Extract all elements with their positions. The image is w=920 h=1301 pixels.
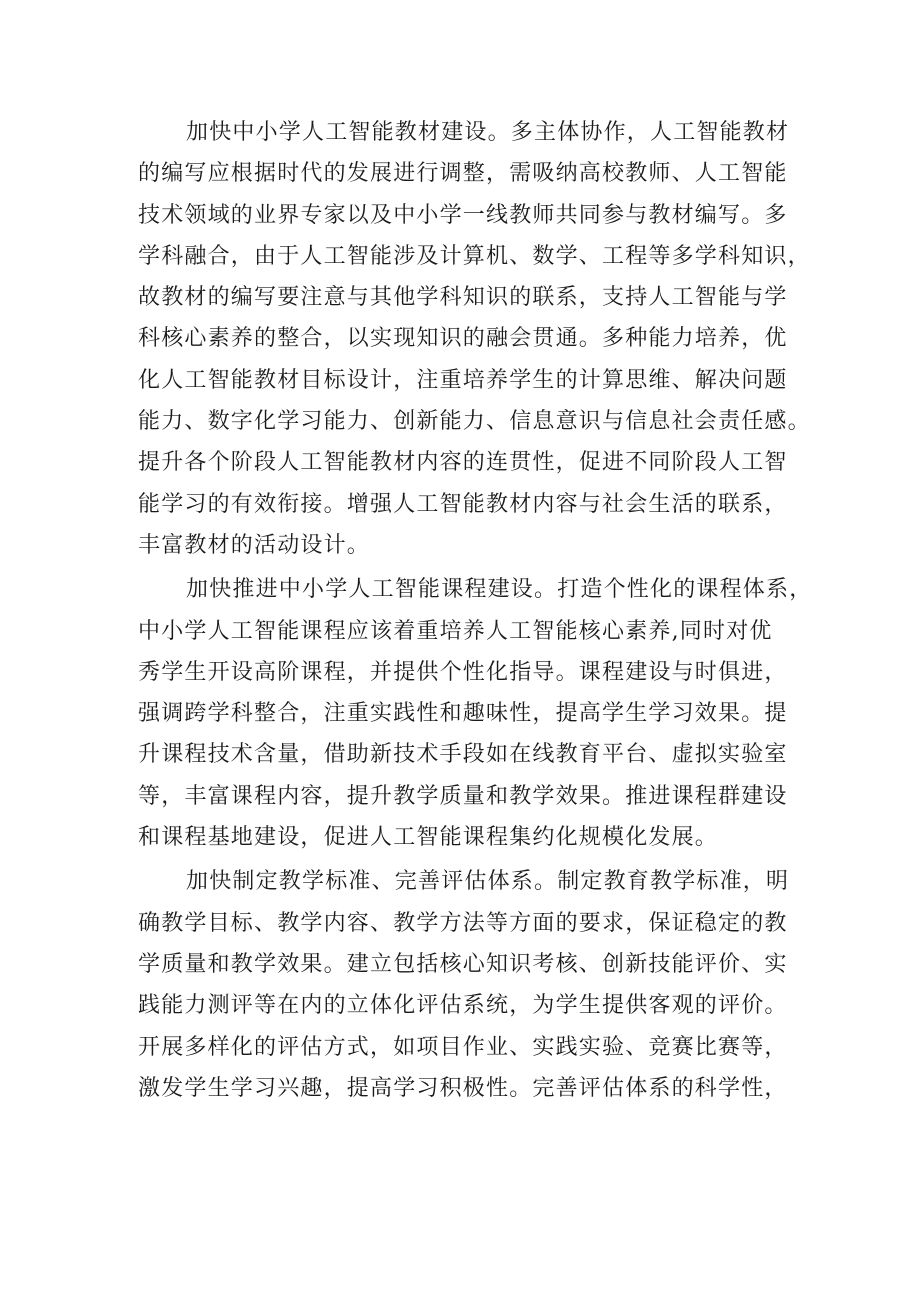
text-line: 能学习的有效衔接。增强人工智能教材内容与社会生活的联系， [138, 491, 788, 517]
text-line: 科核心素养的整合，以实现知识的融会贯通。多种能力培养，优 [138, 326, 788, 352]
text-line: 化人工智能教材目标设计，注重培养学生的计算思维、解决问题 [138, 367, 788, 393]
text-line: 确教学目标、教学内容、教学方法等方面的要求，保证稳定的教 [138, 910, 788, 936]
text-line: 加快中小学人工智能教材建设。多主体协作，人工智能教材 [186, 120, 790, 145]
text-line: 中小学人工智能课程应该着重培养人工智能核心素养,同时对优 [138, 618, 773, 644]
text-line: 的编写应根据时代的发展进行调整，需吸纳高校教师、人工智能 [138, 161, 788, 187]
text-line: 秀学生开设高阶课程，并提供个性化指导。课程建设与时俱进， [138, 659, 788, 685]
paragraph-curriculum [138, 569, 813, 858]
document-body [138, 112, 813, 1109]
paragraph-textbook [138, 112, 811, 566]
text-line: 故教材的编写要注意与其他学科知识的联系，支持人工智能与学 [138, 285, 788, 311]
text-line: 学科融合，由于人工智能涉及计算机、数学、工程等多学科知识， [138, 243, 811, 269]
text-line: 学质量和教学效果。建立包括核心知识考核、创新技能评价、实 [138, 951, 788, 977]
text-line: 践能力测评等在内的立体化评估系统，为学生提供客观的评价。 [138, 993, 788, 1019]
text-line: 加快推进中小学人工智能课程建设。打造个性化的课程体系， [186, 577, 813, 603]
text-line: 丰富教材的活动设计。 [138, 532, 371, 558]
text-line: 强调跨学科整合，注重实践性和趣味性，提高学生学习效果。提 [138, 701, 788, 727]
text-line: 升课程技术含量，借助新技术手段如在线教育平台、虚拟实验室 [138, 742, 788, 768]
text-line: 开展多样化的评估方式，如项目作业、实践实验、竞赛比赛等， [138, 1034, 788, 1060]
text-line: 加快制定教学标准、完善评估体系。制定教育教学标准，明 [186, 869, 790, 895]
paragraph-standards [138, 861, 798, 1109]
text-line: 能力、数字化学习能力、创新能力、信息意识与信息社会责任感。 [138, 409, 811, 435]
text-line: 和课程基地建设，促进人工智能课程集约化规模化发展。 [138, 825, 719, 851]
text-line: 激发学生学习兴趣，提高学习积极性。完善评估体系的科学性， [138, 1075, 788, 1101]
text-line: 技术领域的业界专家以及中小学一线教师共同参与教材编写。多 [138, 202, 788, 228]
text-line: 提升各个阶段人工智能教材内容的连贯性，促进不同阶段人工智 [138, 450, 788, 476]
text-line: 等，丰富课程内容，提升教学质量和教学效果。推进课程群建设 [138, 783, 788, 809]
